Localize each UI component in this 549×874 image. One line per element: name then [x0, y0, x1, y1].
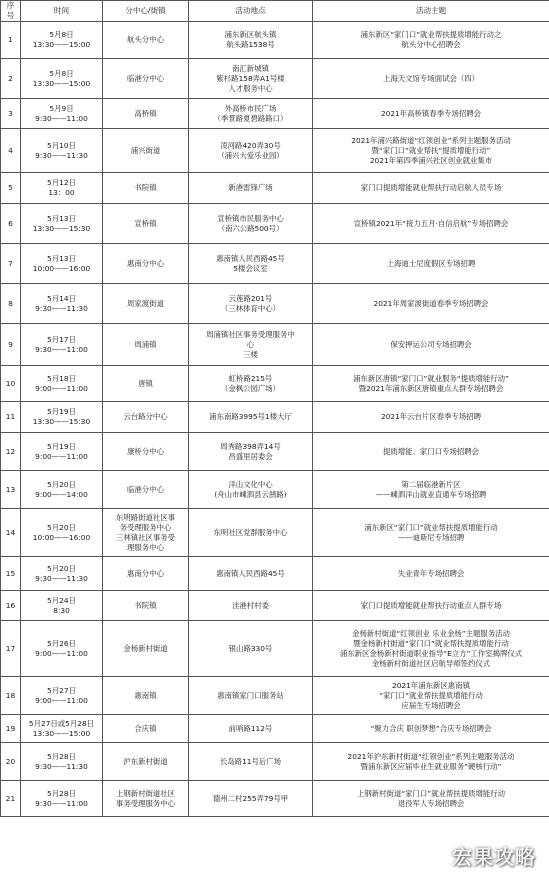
cell-theme: 失业青年专场招聘会 [313, 557, 549, 591]
table-row [1, 677, 549, 715]
cell-no: 2 [1, 59, 21, 99]
cell-time: 5月24日 8:30 [21, 591, 103, 621]
cell-org: 唐镇 [103, 366, 189, 402]
cell-org: 惠南分中心 [103, 244, 189, 284]
cell-theme: “聚力合庆 职创梦想”合庆专场招聘会 [313, 715, 549, 743]
cell-time: 5月14日 9:30——11:30 [21, 284, 103, 324]
cell-time: 5月18日 9:00——11:00 [21, 366, 103, 402]
cell-time: 5月28日 9:30——11:00 [21, 781, 103, 817]
table-row [1, 244, 549, 284]
cell-place: 周浦镇社区事务受理服务中 心 三楼 [189, 324, 313, 366]
table-row [1, 129, 549, 173]
cell-no: 19 [1, 715, 21, 743]
cell-org: 航头分中心 [103, 22, 189, 59]
cell-time: 5月19日 9:00——11:00 [21, 433, 103, 471]
cell-time: 5月20日 10:00——16:00 [21, 509, 103, 557]
cell-org: 周家渡街道 [103, 284, 189, 324]
table-row [1, 204, 549, 244]
table-row [1, 743, 549, 781]
cell-place: 南汇新城镇 紫杉路158弄A1号楼 人才服务中心 [189, 59, 313, 99]
cell-org: 康桥分中心 [103, 433, 189, 471]
cell-time: 5月20日 9:00——14:00 [21, 471, 103, 509]
cell-place: 虹桥路215号 （金枫公园广场） [189, 366, 313, 402]
cell-org: 浦兴街道 [103, 129, 189, 173]
cell-theme: 2021年沪东新村街道“红领创业”系列主题服务活动 暨浦东新区应届毕业生就业服务“硬核行动” [313, 743, 549, 781]
cell-theme: 浦东新区“家门口”就业帮扶提质增能行动 ——迪斯尼专场招聘 [313, 509, 549, 557]
watermark-text: 宏果攻略 [452, 844, 536, 869]
table-row [1, 557, 549, 591]
cell-no: 13 [1, 471, 21, 509]
cell-theme: 家门口提质增能就业帮扶行动重点人群专场 [313, 591, 549, 621]
table-row [1, 433, 549, 471]
cell-theme: 提质增能、家门口专场招聘会 [313, 433, 549, 471]
cell-no: 12 [1, 433, 21, 471]
cell-theme: 2021年云台片区春季专场招聘 [313, 402, 549, 433]
cell-time: 5月8日 13:30——15:00 [21, 59, 103, 99]
cell-theme: 宣桥镇2021年“接力五月·自信启航”专场招聘会 [313, 204, 549, 244]
cell-time: 5月10日 9:30——11:30 [21, 129, 103, 173]
cell-org: 临港分中心 [103, 471, 189, 509]
cell-place: 惠南镇人民西路45号 [189, 557, 313, 591]
cell-no: 8 [1, 284, 21, 324]
cell-place: 浦东新区航头镇 航头路1538号 [189, 22, 313, 59]
cell-theme: 2021年高桥镇春季专场招聘会 [313, 99, 549, 129]
watermark-logo [445, 840, 543, 870]
cell-org: 云台路分中心 [103, 402, 189, 433]
cell-time: 5月9日 9:30——11:00 [21, 99, 103, 129]
cell-no: 16 [1, 591, 21, 621]
cell-org: 高桥镇 [103, 99, 189, 129]
header-time: 时间 [21, 1, 103, 22]
table-row [1, 715, 549, 743]
cell-theme: 2021年浦兴路街道“红领创业”系列主题服务活动 暨“家门口”就业帮扶“提质增能行动” 2021年第四季浦兴社区创业就业集市 [313, 129, 549, 173]
cell-no: 14 [1, 509, 21, 557]
cell-org: 惠南分中心 [103, 557, 189, 591]
cell-theme: 上海迪士尼度假区专场招聘 [313, 244, 549, 284]
cell-time: 5月27日 9:00——11:00 [21, 677, 103, 715]
cell-org: 沪东新村街道 [103, 743, 189, 781]
cell-theme: 第二届临港新片区 ——嵊泗洋山就业直通车专场招聘 [313, 471, 549, 509]
cell-place: 洋山文化中心 (舟山市嵊泗县云鹄路) [189, 471, 313, 509]
header-org: 分中心/街镇 [103, 1, 189, 22]
header-no: 序号 [1, 1, 21, 22]
cell-no: 3 [1, 99, 21, 129]
cell-time: 5月17日 9:30——11:00 [21, 324, 103, 366]
cell-place: 周秀路398弄14号 昌盛里居委会 [189, 433, 313, 471]
cell-theme: 家门口提质增能就业帮扶行动启航人员专场 [313, 173, 549, 204]
cell-theme: 上海天文馆专场面试会（四） [313, 59, 549, 99]
cell-place: 外高桥市民广场 （季景路夏碧路路口） [189, 99, 313, 129]
cell-org: 上钢新村街道社区 事务受理服务中心 [103, 781, 189, 817]
cell-no: 10 [1, 366, 21, 402]
cell-time: 5月12日 13：00 [21, 173, 103, 204]
cell-no: 7 [1, 244, 21, 284]
cell-org: 宣桥镇 [103, 204, 189, 244]
cell-place: 凌河路420弄30号 （浦兴大爱乐业园） [189, 129, 313, 173]
cell-place: 长岛路11号后广场 [189, 743, 313, 781]
cell-org: 周浦镇 [103, 324, 189, 366]
table-row [1, 173, 549, 204]
cell-time: 5月19日 13:30——15:30 [21, 402, 103, 433]
cell-theme: 浦东新区唐镇“家门口”就业服务“提质增能行动” 暨2021年浦东新区唐镇重点人群专场招聘会 [313, 366, 549, 402]
table-row [1, 591, 549, 621]
cell-place: 新港雷锋广场 [189, 173, 313, 204]
table-row [1, 509, 549, 557]
cell-no: 15 [1, 557, 21, 591]
cell-org: 合庆镇 [103, 715, 189, 743]
cell-time: 5月20日 9:30——11:30 [21, 557, 103, 591]
cell-place: 惠南镇人民西路45号 5楼会议室 [189, 244, 313, 284]
header-place: 活动地点 [189, 1, 313, 22]
cell-place: 云莲路201号 （三林体育中心） [189, 284, 313, 324]
table-row [1, 324, 549, 366]
table-row [1, 99, 549, 129]
cell-org: 东明路街道社区事 务受理服务中心 三林镇社区事务受 理服务中心 [103, 509, 189, 557]
cell-no: 1 [1, 22, 21, 59]
cell-time: 5月28日 9:30——11:30 [21, 743, 103, 781]
cell-theme: 2021年周家渡街道春季专场招聘会 [313, 284, 549, 324]
cell-no: 6 [1, 204, 21, 244]
table-row [1, 471, 549, 509]
cell-place: 浦东南路3995号1楼大厅 [189, 402, 313, 433]
cell-theme: 金杨新村街道“红领创业 乐业金杨”主题服务活动 暨金杨新村街道“家门口”就业帮扶提质增能行动 浦东新区金杨新村街道职业指导“E立方”工作室揭牌仪式 金杨新村街道社区启航导师签约仪式 [313, 621, 549, 677]
cell-time: 5月26日 9:00——11:00 [21, 621, 103, 677]
table-row [1, 366, 549, 402]
cell-no: 5 [1, 173, 21, 204]
cell-place: 惠南镇家门口服务站 [189, 677, 313, 715]
cell-no: 18 [1, 677, 21, 715]
cell-time: 5月8日 13:30——15:00 [21, 22, 103, 59]
cell-no: 11 [1, 402, 21, 433]
cell-time: 5月27日或5月28日 13:30——15:00 [21, 715, 103, 743]
cell-time: 5月13日 10:00——16:00 [21, 244, 103, 284]
table-row [1, 284, 549, 324]
cell-org: 金杨新村街道 [103, 621, 189, 677]
table-row [1, 781, 549, 817]
header-theme: 活动主题 [313, 1, 549, 22]
table-header-row [1, 1, 549, 22]
cell-no: 21 [1, 781, 21, 817]
table-row [1, 402, 549, 433]
cell-no: 20 [1, 743, 21, 781]
cell-org: 书院镇 [103, 173, 189, 204]
cell-theme: 保安押运公司专场招聘会 [313, 324, 549, 366]
cell-place: 银山路330号 [189, 621, 313, 677]
cell-time: 5月13日 13:30——15:30 [21, 204, 103, 244]
cell-org: 临港分中心 [103, 59, 189, 99]
table-row [1, 59, 549, 99]
cell-no: 4 [1, 129, 21, 173]
cell-place: 德州二村255弄79号甲 [189, 781, 313, 817]
cell-theme: 2021年浦东新区惠南镇 “家门口”就业帮扶提质增能行动 应届生专场招聘会 [313, 677, 549, 715]
cell-theme: 浦东新区“家门口”就业帮扶提质增能行动之 航头分中心招聘会 [313, 22, 549, 59]
cell-no: 9 [1, 324, 21, 366]
cell-place: 洼港村村委 [189, 591, 313, 621]
cell-no: 17 [1, 621, 21, 677]
cell-place: 东明社区党群服务中心 [189, 509, 313, 557]
cell-org: 惠南镇 [103, 677, 189, 715]
cell-place: 前哨路112号 [189, 715, 313, 743]
table-row [1, 22, 549, 59]
cell-place: 宣桥镇市民服务中心 （南六公路500号） [189, 204, 313, 244]
table-row [1, 621, 549, 677]
cell-org: 书院镇 [103, 591, 189, 621]
cell-theme: 上钢新村街道“家门口”就业帮扶提质增能行动 退役军人专场招聘会 [313, 781, 549, 817]
